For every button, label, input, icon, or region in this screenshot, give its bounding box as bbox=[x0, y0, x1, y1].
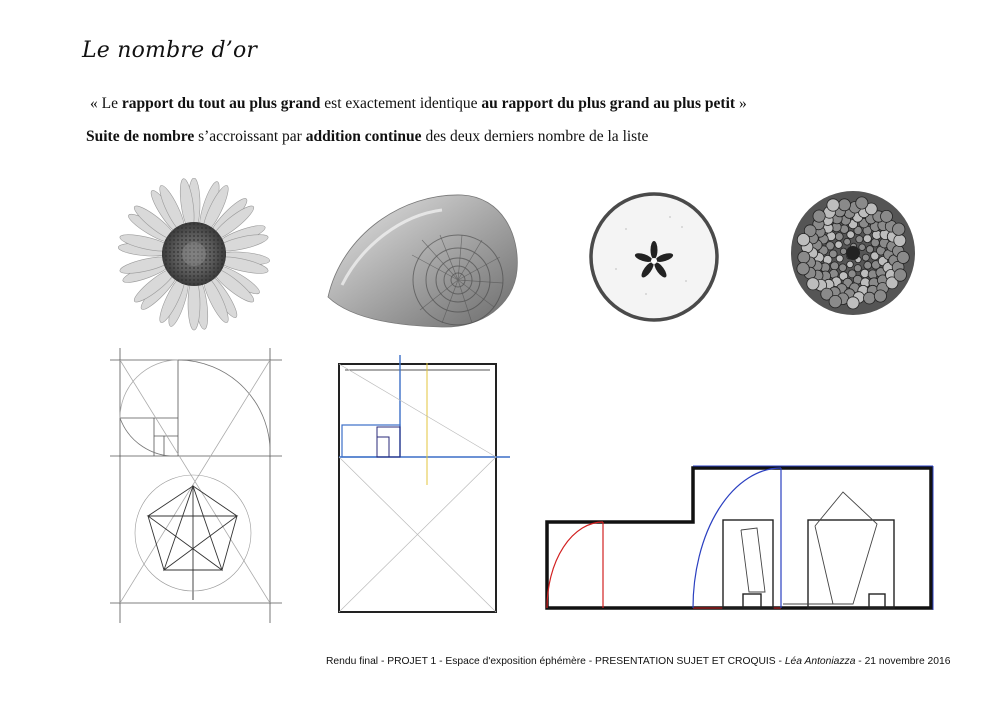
footer-caption: Rendu final - PROJET 1 - Espace d'exposition éphémère - PRESENTATION SUJET ET CROQUIS - Léa Antoniazza - 21 novembre 2016 bbox=[326, 656, 951, 667]
sunflower-image bbox=[108, 178, 278, 338]
golden-spiral-pentagram-sketch bbox=[110, 348, 285, 623]
page-title: Le nombre d’or bbox=[82, 38, 258, 63]
exhibition-elevation-drawing bbox=[543, 462, 935, 614]
fibonacci-definition: Suite de nombre s’accroissant par addition continue des deux derniers nombre de la liste bbox=[86, 128, 649, 145]
golden-ratio-quote: « Le rapport du tout au plus grand est exactement identique au rapport du plus grand au plus petit » bbox=[90, 95, 747, 112]
apple-section-image bbox=[586, 189, 722, 325]
nautilus-shell-image bbox=[322, 185, 522, 330]
golden-rectangle-sketch bbox=[325, 355, 515, 620]
pine-cone-image bbox=[783, 183, 923, 323]
